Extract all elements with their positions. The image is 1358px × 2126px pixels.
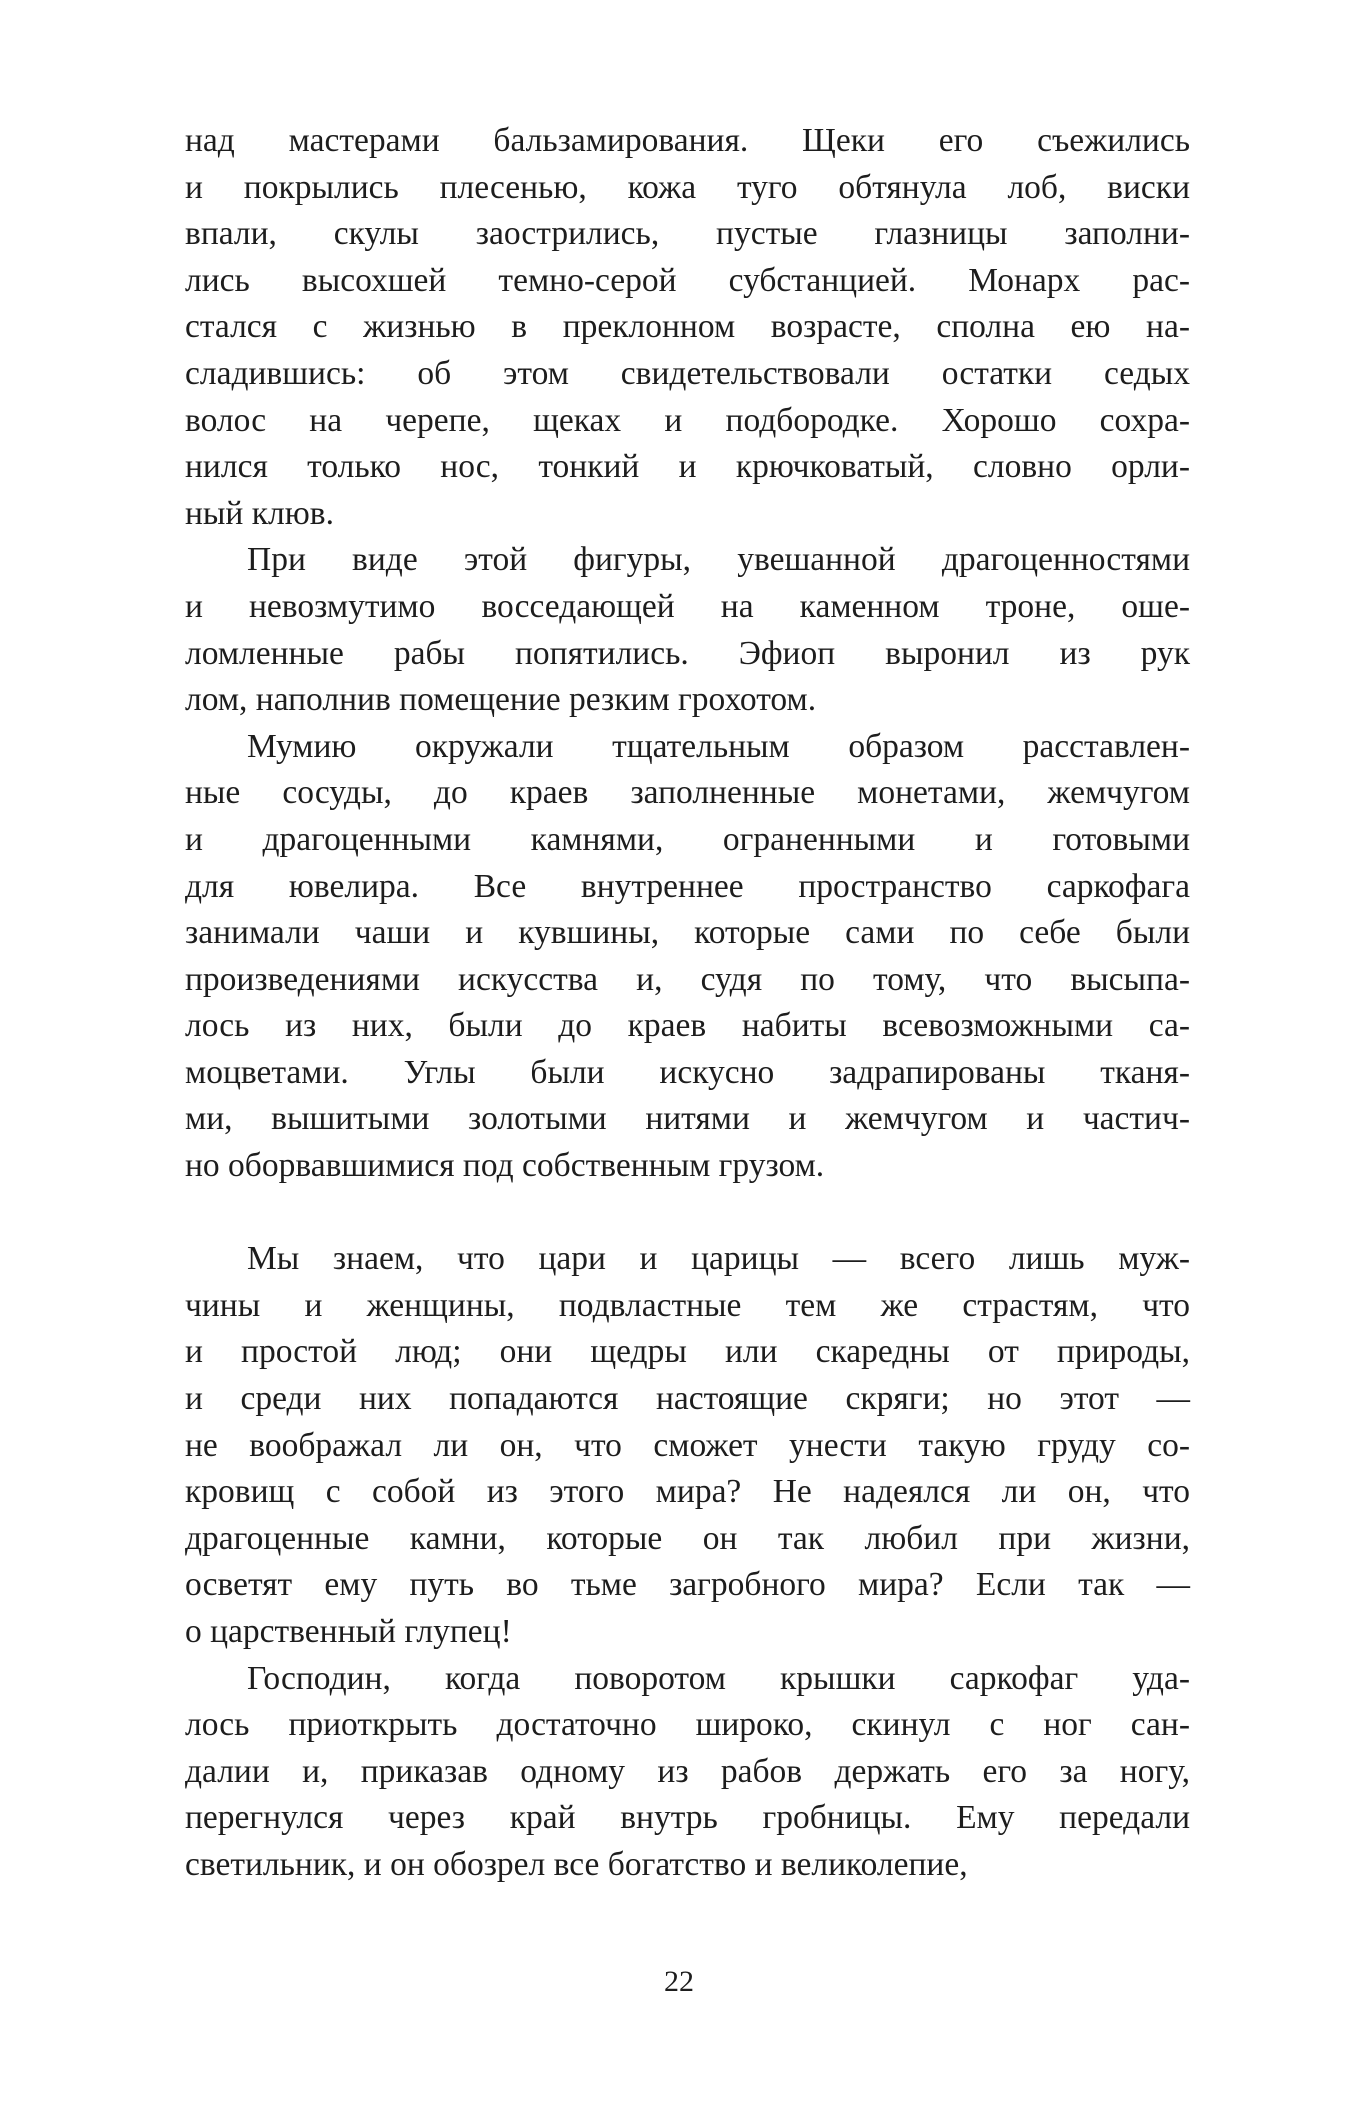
paragraph-gap [185, 1190, 1190, 1237]
paragraph [185, 537, 1190, 723]
text-line: волос на черепе, щеках и подбородке. Хорошо сохра- [185, 401, 1190, 439]
text-line: произведениями искусства и, судя по тому, что высыпа- [185, 960, 1190, 998]
text-line: и драгоценными камнями, ограненными и готовыми [185, 820, 1190, 858]
text-line: но оборвавшимися под собственным грузом. [185, 1147, 825, 1185]
text-line: над мастерами бальзамирования. Щеки его съежились [185, 122, 1190, 159]
text-line: занимали чаши и кувшины, которые сами по себе были [185, 914, 1190, 952]
text-line: и простой люд; они щедры или скаредны от природы, [185, 1333, 1190, 1371]
text-line: далии и, приказав одному из рабов держать его за ногу, [185, 1752, 1190, 1790]
text-line: Мы знаем, что цари и царицы — всего лишь муж- [247, 1240, 1190, 1278]
text-line: и среди них попадаются настоящие скряги; но этот — [185, 1380, 1190, 1418]
text-line: осветят ему путь во тьме загробного мира? Если так — [185, 1566, 1190, 1604]
text-line: впали, скулы заострились, пустые глазницы заполни- [185, 215, 1190, 253]
text-line: и невозмутимо восседающей на каменном троне, оше- [185, 587, 1190, 625]
text-line: и покрылись плесенью, кожа туго обтянула лоб, виски [185, 168, 1190, 206]
text-line: моцветами. Углы были искусно задрапированы тканя- [185, 1053, 1190, 1091]
text-line: драгоценные камни, которые он так любил при жизни, [185, 1519, 1190, 1557]
paragraph [185, 118, 1190, 537]
text-line: нился только нос, тонкий и крючковатый, словно орли- [185, 448, 1190, 486]
text-line: При виде этой фигуры, увешанной драгоценностями [247, 541, 1190, 579]
paragraph [185, 724, 1190, 1190]
text-line: ные сосуды, до краев заполненные монетами, жемчугом [185, 774, 1190, 812]
text-line: о царственный глупец! [185, 1613, 512, 1650]
body-text [185, 118, 1190, 1889]
text-line: сладившись: об этом свидетельствовали остатки седых [185, 354, 1190, 392]
paragraph [185, 1236, 1190, 1655]
text-line: перегнулся через край внутрь гробницы. Ему передали [185, 1799, 1190, 1837]
text-line: лись высохшей темно-серой субстанцией. Монарх рас- [185, 261, 1190, 299]
text-line: лось приоткрыть достаточно широко, скинул с ног сан- [185, 1706, 1190, 1744]
text-line: для ювелира. Все внутреннее пространство саркофага [185, 867, 1190, 905]
text-line: стался с жизнью в преклонном возрасте, сполна ею на- [185, 308, 1190, 346]
text-line: ми, вышитыми золотыми нитями и жемчугом и частич- [185, 1100, 1190, 1138]
text-line: не воображал ли он, что сможет унести такую груду со- [185, 1426, 1190, 1464]
text-line: светильник, и он обозрел все богатство и великолепие, [185, 1845, 968, 1883]
text-line: лось из них, были до краев набиты всевозможными са- [185, 1007, 1190, 1045]
text-line: лом, наполнив помещение резким грохотом. [185, 681, 817, 719]
paragraph [185, 1656, 1190, 1889]
text-line: кровищ с собой из этого мира? Не надеялся ли он, что [185, 1473, 1190, 1511]
page-number: 22 [664, 1965, 694, 1998]
text-line: Господин, когда поворотом крышки саркофаг уда- [247, 1659, 1190, 1697]
text-line: ломленные рабы попятились. Эфиоп выронил из рук [185, 634, 1190, 672]
text-line: Мумию окружали тщательным образом расставлен- [247, 727, 1190, 765]
text-line: ный клюв. [185, 494, 334, 532]
text-line: чины и женщины, подвластные тем же страстям, что [185, 1286, 1190, 1324]
